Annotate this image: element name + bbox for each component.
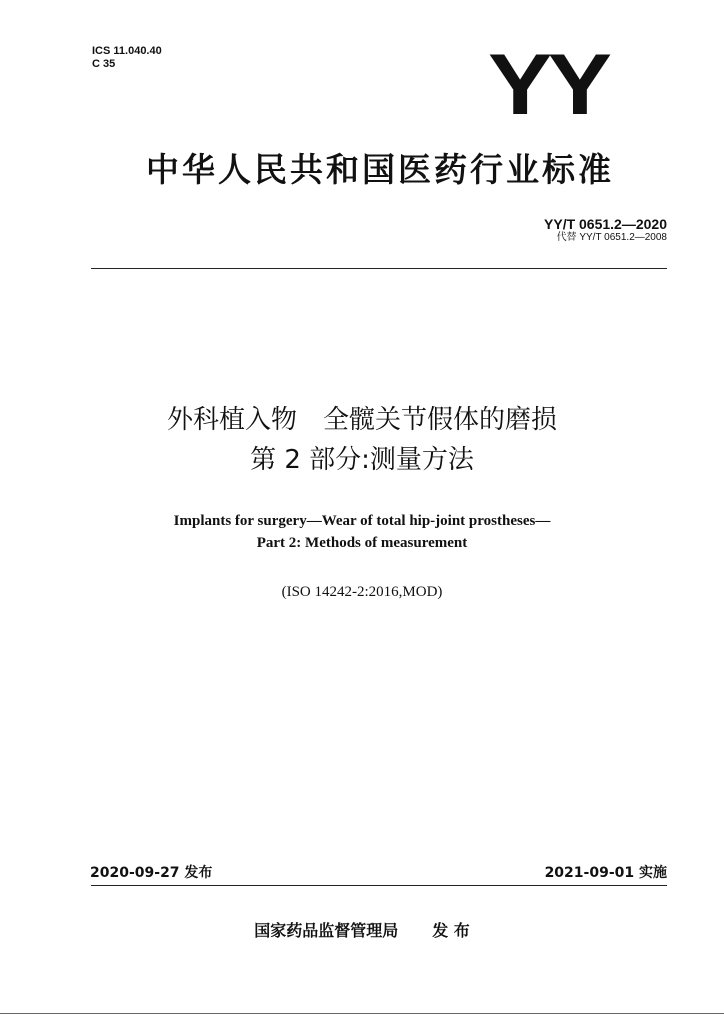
standard-number-block [544, 216, 667, 244]
chinese-title-line-1: 外科植入物 全髋关节假体的磨损 [166, 405, 557, 435]
replaces-standard: 代替 YY/T 0651.2—2008 [556, 232, 667, 243]
top-divider [91, 268, 667, 269]
bottom-divider [91, 885, 667, 886]
organization-title: 中华人民共和国医药行业标准 [146, 150, 614, 189]
english-title [60, 510, 664, 554]
issuer-action: 发 布 [432, 921, 470, 940]
chinese-title [60, 400, 664, 480]
standard-number: YY/T 0651.2—2020 [544, 216, 667, 232]
chinese-title-line-2: 第 2 部分:测量方法 [250, 445, 474, 475]
english-title-line-2: Part 2: Methods of measurement [256, 535, 468, 551]
page-edge-line [0, 1013, 724, 1014]
iso-reference: (ISO 14242-2:2016,MOD) [281, 584, 443, 600]
english-title-line-1: Implants for surgery—Wear of total hip-joint prostheses— [173, 513, 551, 529]
implementation-date: 2021-09-01 实施 [544, 865, 667, 881]
ics-code: ICS 11.040.40 [92, 45, 162, 57]
issuer-name: 国家药品监督管理局 [254, 921, 399, 940]
publish-date: 2020-09-27 发布 [90, 865, 213, 881]
classification-codes [92, 45, 162, 71]
yy-logo: YY [488, 37, 608, 133]
ccs-code: C 35 [92, 58, 116, 70]
issuer-line [60, 920, 664, 942]
